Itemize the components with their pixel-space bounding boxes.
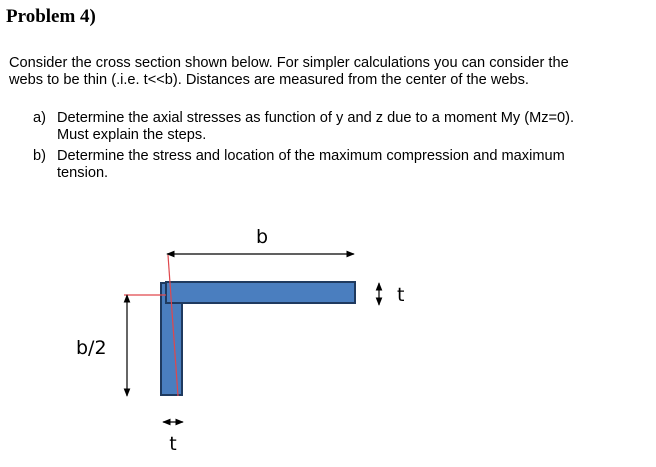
label-t-flange: t: [397, 284, 405, 306]
question-line: Determine the stress and location of the maximum compression and maximum: [57, 148, 565, 164]
intro-line: webs to be thin (.i.e. t<<b). Distances are measured from the center of the webs.: [9, 72, 529, 88]
question-line: Must explain the steps.: [57, 127, 207, 143]
problem-title: Problem 4): [6, 6, 96, 27]
question-marker: a): [33, 110, 46, 126]
section-flange: [166, 282, 355, 303]
label-b: b: [255, 226, 269, 248]
question-line: tension.: [57, 165, 109, 181]
label-half-b: b/2: [76, 337, 107, 359]
question-marker: b): [33, 148, 46, 164]
intro-line: Consider the cross section shown below. For simpler calculations you can consider the: [9, 55, 569, 71]
label-t-web: t: [169, 433, 177, 455]
question-line: Determine the axial stresses as function of y and z due to a moment My (Mz=0).: [57, 110, 575, 126]
